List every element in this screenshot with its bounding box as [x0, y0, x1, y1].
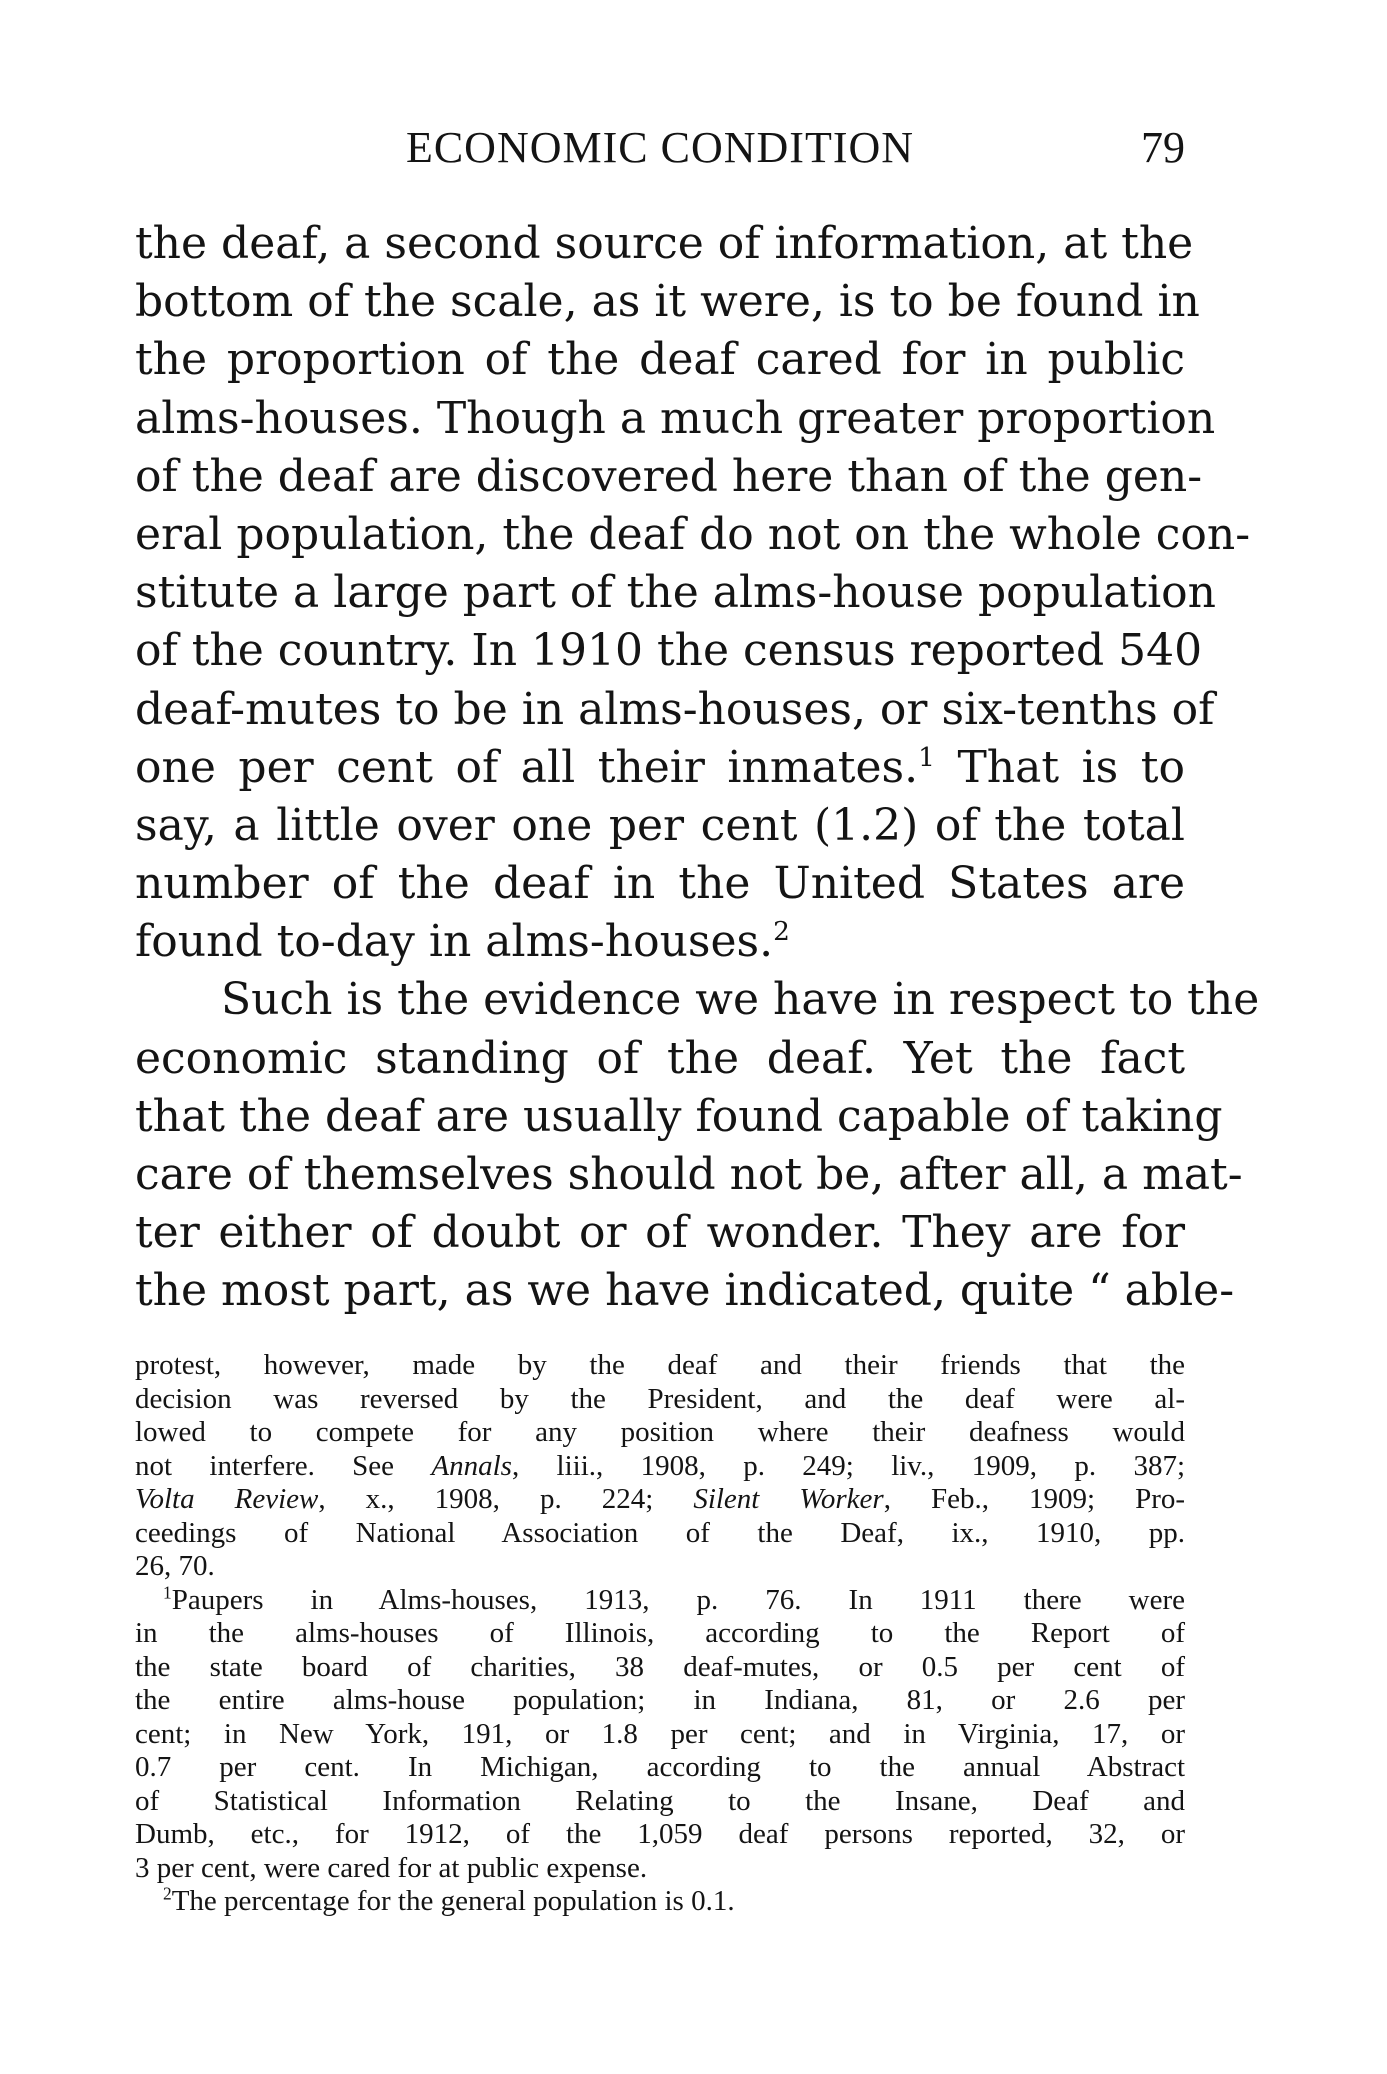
- footnote-line: 0.7 per cent. In Michigan, according to the annual Abstract: [135, 1751, 1185, 1783]
- footnote-number: 2: [163, 1883, 172, 1904]
- page-number: 79: [1141, 123, 1185, 172]
- text-line: stitute a large part of the alms-house population: [135, 567, 1217, 619]
- text-line: of the country. In 1910 the census reported 540: [135, 625, 1203, 677]
- text-line: Such is the evidence we have in respect to the: [221, 974, 1260, 1026]
- text-line: [135, 913, 1185, 971]
- footnote-line: 3 per cent, were cared for at public expense.: [135, 1851, 648, 1884]
- text-line: alms-houses. Though a much greater proportion: [135, 392, 1216, 444]
- text-line: eral population, the deaf do not on the whole con-: [135, 508, 1251, 560]
- footnote-line: protest, however, made by the deaf and their friends that the: [135, 1349, 1185, 1381]
- footnote-marker: 1: [918, 741, 935, 773]
- footnote-line: the state board of charities, 38 deaf-mutes, or 0.5 per cent of: [135, 1650, 1185, 1683]
- footnote-number: 1: [163, 1582, 172, 1603]
- footnote-segment: The percentage for the general population is 0.1.: [171, 1885, 735, 1917]
- footnote-segment: , x., 1908, p. 224;: [318, 1483, 694, 1515]
- text-line: that the deaf are usually found capable of taking: [135, 1090, 1223, 1142]
- footnote-line: ceedings of National Association of the Deaf, ix., 1910, pp.: [135, 1516, 1185, 1549]
- main-text: [135, 215, 1260, 1321]
- footnote-segment: , Feb., 1909; Pro-: [883, 1483, 1186, 1515]
- text-segment: That is to: [957, 741, 1185, 793]
- footnote-line: cent; in New York, 191, or 1.8 per cent; and in Virginia, 17, or: [135, 1717, 1185, 1750]
- footnote-line: [135, 1450, 1185, 1484]
- text-line: economic standing of the deaf. Yet the fact: [135, 1032, 1185, 1084]
- footnote-marker: 2: [773, 916, 790, 948]
- running-title: ECONOMIC CONDITION: [405, 123, 915, 172]
- running-head: [135, 122, 1185, 172]
- footnotes: [135, 1349, 1185, 1919]
- footnote-line: [135, 1483, 1185, 1517]
- footnote-title: Annals: [431, 1449, 512, 1482]
- footnote-title: Volta Review: [135, 1483, 319, 1515]
- footnote-line: the entire alms-house population; in Indiana, 81, or 2.6 per: [135, 1684, 1185, 1716]
- text-segment: found to-day in alms-houses.: [135, 916, 774, 968]
- footnote-line: [135, 1885, 1185, 1919]
- text-line: of the deaf are discovered here than of the gen-: [135, 450, 1203, 502]
- footnote-segment: not interfere. See: [135, 1449, 432, 1482]
- text-line: deaf-mutes to be in alms-houses, or six-tenths of: [135, 683, 1215, 735]
- footnote-line: in the alms-houses of Illinois, according to the Report of: [135, 1617, 1185, 1649]
- text-line: say, a little over one per cent (1.2) of the total: [135, 799, 1185, 851]
- footnote-segment: , liii., 1908, p. 249; liv., 1909, p. 387;: [511, 1449, 1185, 1482]
- footnote-line: of Statistical Information Relating to the Insane, Deaf and: [135, 1784, 1185, 1817]
- footnote-segment: Paupers in Alms-houses, 1913, p. 76. In 1911 there were: [171, 1583, 1185, 1616]
- text-line: ter either of doubt or of wonder. They are for: [135, 1207, 1185, 1259]
- footnote-line: 26, 70.: [135, 1550, 215, 1582]
- footnote-title: Silent Worker: [693, 1483, 884, 1515]
- text-line: [135, 739, 1185, 797]
- text-line: the deaf, a second source of information, at the: [135, 218, 1194, 269]
- footnote-line: decision was reversed by the President, and the deaf were al-: [135, 1382, 1185, 1415]
- text-line: number of the deaf in the United States are: [135, 858, 1185, 910]
- text-line: care of themselves should not be, after all, a mat-: [135, 1149, 1243, 1200]
- text-line: the proportion of the deaf cared for in public: [135, 334, 1185, 386]
- text-line: the most part, as we have indicated, quite “ able-: [135, 1265, 1235, 1317]
- text-line: bottom of the scale, as it were, is to be found in: [135, 276, 1200, 328]
- footnote-line: [135, 1584, 1185, 1618]
- text-segment: one per cent of all their inmates.: [135, 741, 919, 793]
- footnote-line: Dumb, etc., for 1912, of the 1,059 deaf persons reported, 32, or: [135, 1818, 1185, 1850]
- footnote-line: lowed to compete for any position where their deafness would: [135, 1416, 1185, 1448]
